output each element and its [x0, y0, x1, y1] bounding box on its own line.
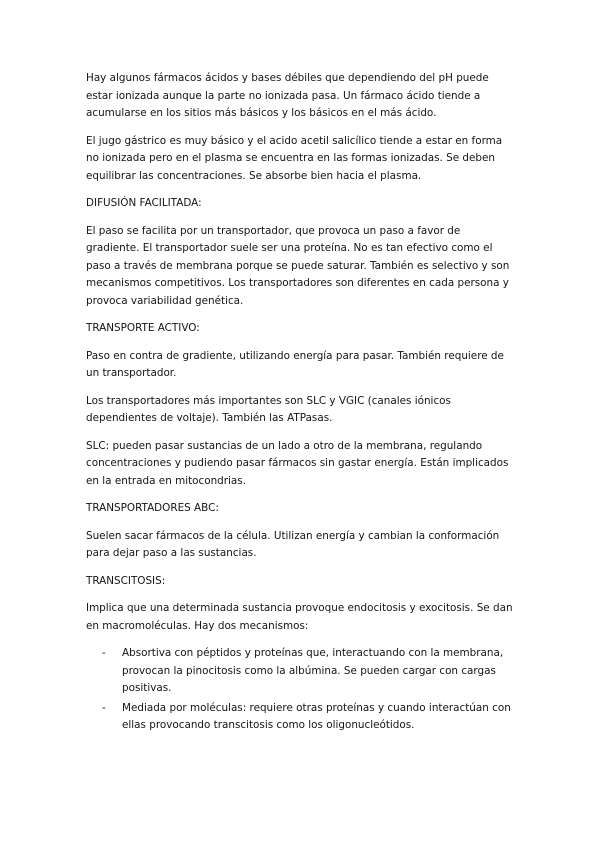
list-item-text: Absortiva con péptidos y proteínas que, interactuando con la membrana, provocan la pinocitosis como la albúmina. Se pueden cargar con cargas positivas.	[122, 647, 504, 694]
list-item	[86, 645, 516, 698]
heading-transcitosis: TRANSCITOSIS:	[86, 574, 166, 587]
list-item	[86, 700, 516, 735]
paragraph-ph-ionization: Hay algunos fármacos ácidos y bases débiles que dependiendo del pH puede estar ionizada aunque la parte no ionizada pasa. Un fármaco ácido tiende a acumularse en los sitios más básicos y los básicos en el más ácido.	[86, 72, 489, 119]
heading-transportadores-abc: TRANSPORTADORES ABC:	[86, 502, 219, 514]
paragraph-gastric-juice: El jugo gástrico es muy básico y el acido acetil salicílico tiende a estar en forma no ionizada pero en el plasma se encuentra en las formas ionizadas. Se deben equilibrar las concentraciones. Se absorbe bien hacia el plasma.	[86, 134, 503, 182]
heading-difusion-facilitada: DIFUSIÓN FACILITADA:	[86, 197, 202, 209]
paragraph-difusion-facilitada: El paso se facilita por un transportador, que provoca un paso a favor de gradiente. El transportador suele ser una proteína. No es tan efectivo como el paso a través de membrana porque se puede saturar. También es selectivo y son mecanismos competitivos. Los transportadores son diferentes en cada persona y provoca variabilidad genética.	[86, 224, 510, 307]
paragraph-slc: SLC: pueden pasar sustancias de un lado a otro de la membrana, regulando concentraciones y pudiendo pasar fármacos sin gastar energía. Están implicados en la entrada en mitocondrias.	[86, 439, 509, 487]
heading-transporte-activo: TRANSPORTE ACTIVO:	[86, 322, 200, 334]
document-page	[86, 70, 516, 737]
bullet-marker: -	[102, 647, 106, 659]
mechanisms-list	[86, 645, 516, 735]
paragraph-transporte-activo: Paso en contra de gradiente, utilizando energía para pasar. También requiere de un transportador.	[86, 349, 504, 379]
bullet-marker: -	[102, 701, 106, 714]
paragraph-transcitosis: Implica que una determinada sustancia provoque endocitosis y exocitosis. Se dan en macromoléculas. Hay dos mecanismos:	[86, 602, 513, 632]
paragraph-transportadores-importantes: Los transportadores más importantes son SLC y VGIC (canales iónicos dependientes de voltaje). También las ATPasas.	[86, 394, 451, 424]
paragraph-transportadores-abc: Suelen sacar fármacos de la célula. Utilizan energía y cambian la conformación para dejar paso a las sustancias.	[86, 529, 500, 559]
list-item-text: Mediada por moléculas: requiere otras proteínas y cuando interactúan con ellas provocando transcitosis como los oligonucleótidos.	[122, 701, 511, 731]
